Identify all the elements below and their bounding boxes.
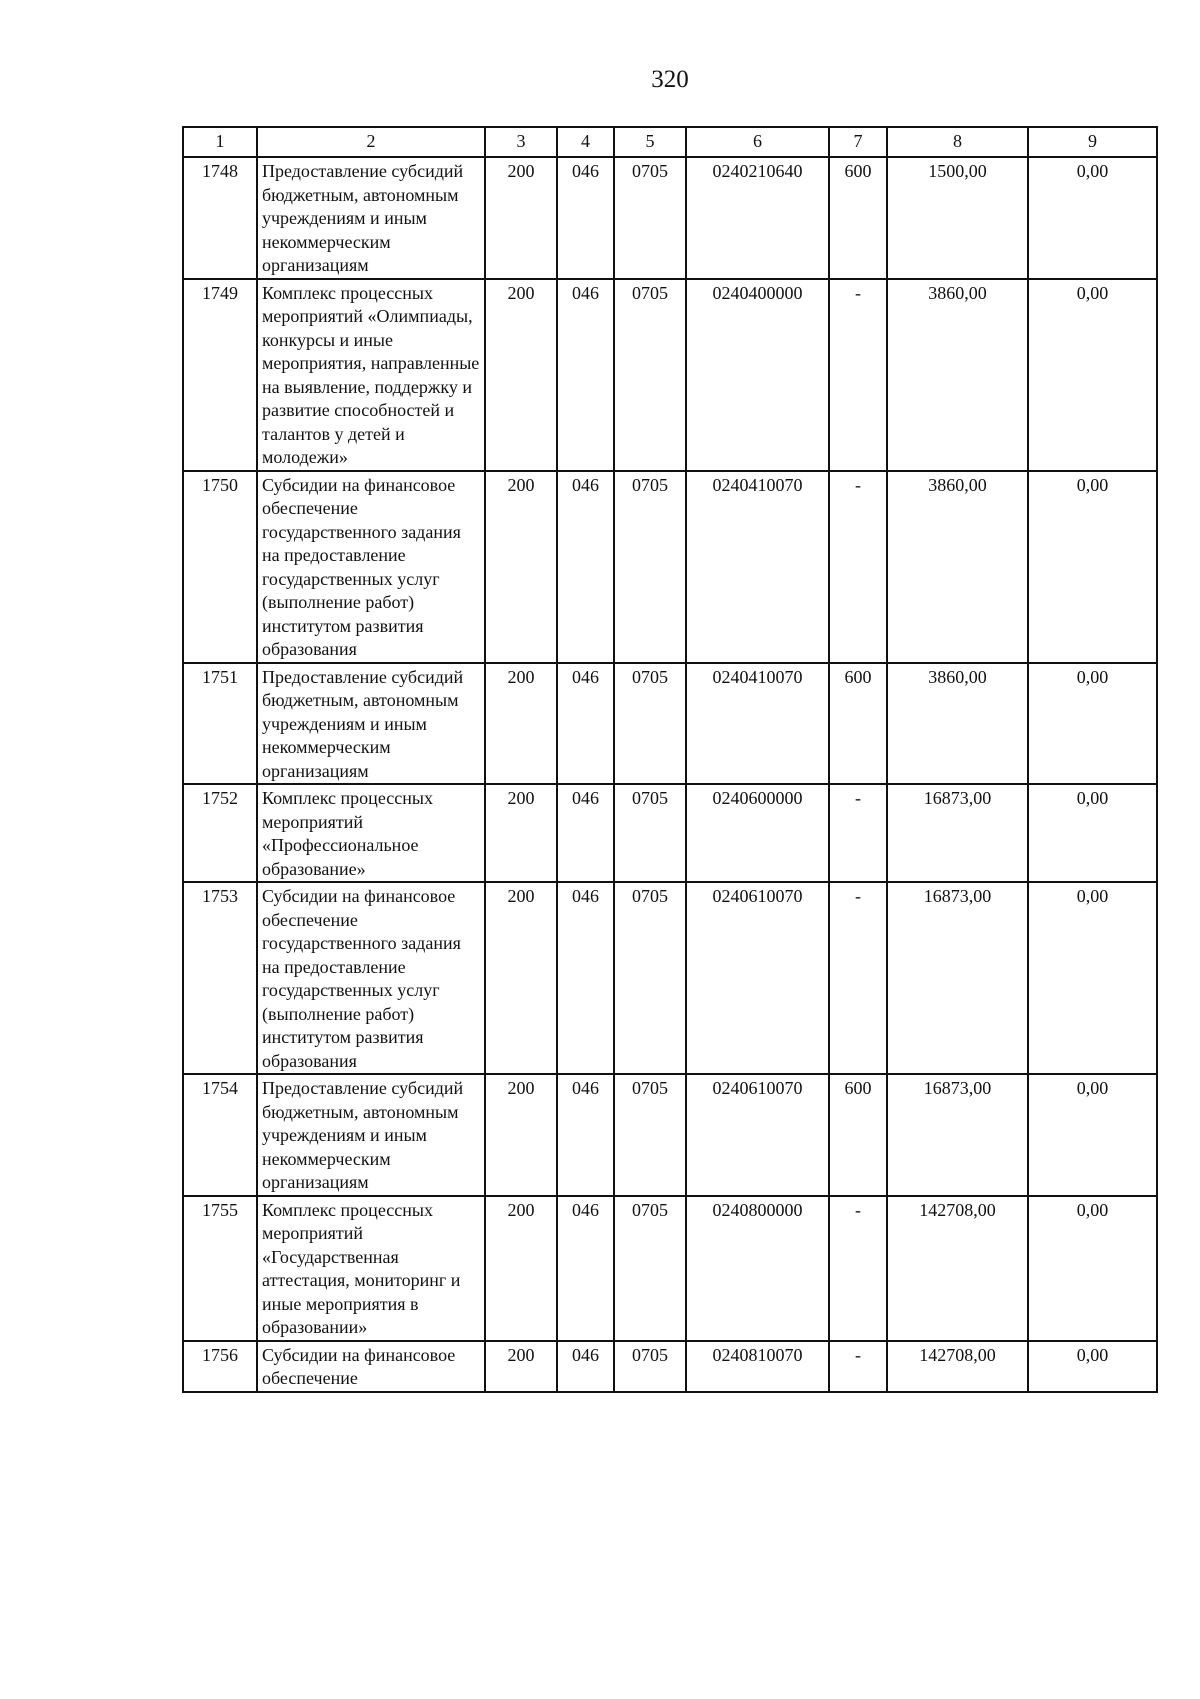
- row-col9: 0,00: [1028, 784, 1157, 882]
- row-col3: 200: [485, 279, 557, 471]
- row-name: Предоставление субсидий бюджетным, автономным учреждениям и иным некоммерческим организациям: [257, 1074, 485, 1196]
- row-number: 1752: [183, 784, 257, 882]
- row-name: Комплекс процессных мероприятий «Олимпиады, конкурсы и иные мероприятия, направленные на выявление, поддержку и развитие способностей и талантов у детей и молодежи»: [257, 279, 485, 471]
- row-col5: 0705: [614, 882, 686, 1074]
- header-cell-8: 8: [887, 127, 1028, 157]
- row-col3: 200: [485, 663, 557, 785]
- header-cell-7: 7: [829, 127, 887, 157]
- row-col5: 0705: [614, 471, 686, 663]
- row-col5: 0705: [614, 784, 686, 882]
- row-col3: 200: [485, 1074, 557, 1196]
- row-name: Комплекс процессных мероприятий «Профессиональное образование»: [257, 784, 485, 882]
- row-col3: 200: [485, 471, 557, 663]
- row-col5: 0705: [614, 663, 686, 785]
- header-cell-5: 5: [614, 127, 686, 157]
- row-number: 1750: [183, 471, 257, 663]
- table-row: [183, 1196, 1157, 1341]
- row-col9: 0,00: [1028, 157, 1157, 279]
- row-col5: 0705: [614, 1074, 686, 1196]
- row-number: 1753: [183, 882, 257, 1074]
- row-col8: 142708,00: [887, 1196, 1028, 1341]
- row-col9: 0,00: [1028, 471, 1157, 663]
- header-row: [183, 127, 1157, 157]
- row-col4: 046: [557, 1074, 614, 1196]
- row-col7: -: [829, 1196, 887, 1341]
- header-cell-1: 1: [183, 127, 257, 157]
- row-col3: 200: [485, 1196, 557, 1341]
- row-col4: 046: [557, 1196, 614, 1341]
- row-col8: 3860,00: [887, 663, 1028, 785]
- budget-table: [182, 126, 1158, 1393]
- table-row: [183, 784, 1157, 882]
- row-col5: 0705: [614, 1196, 686, 1341]
- row-col3: 200: [485, 784, 557, 882]
- row-col7: -: [829, 1341, 887, 1392]
- row-name: Субсидии на финансовое обеспечение государственного задания на предоставление государственных услуг (выполнение работ) институтом развития образования: [257, 471, 485, 663]
- table-row: [183, 663, 1157, 785]
- row-col6: 0240400000: [686, 279, 829, 471]
- row-col8: 142708,00: [887, 1341, 1028, 1392]
- header-cell-6: 6: [686, 127, 829, 157]
- row-col7: 600: [829, 663, 887, 785]
- table-row: [183, 1341, 1157, 1392]
- row-col9: 0,00: [1028, 663, 1157, 785]
- row-col7: 600: [829, 157, 887, 279]
- row-col9: 0,00: [1028, 1074, 1157, 1196]
- header-cell-9: 9: [1028, 127, 1157, 157]
- row-col7: -: [829, 882, 887, 1074]
- row-col9: 0,00: [1028, 882, 1157, 1074]
- row-col6: 0240410070: [686, 663, 829, 785]
- row-col6: 0240210640: [686, 157, 829, 279]
- row-name: Субсидии на финансовое обеспечение: [257, 1341, 485, 1392]
- table-row: [183, 1074, 1157, 1196]
- header-cell-2: 2: [257, 127, 485, 157]
- row-col4: 046: [557, 471, 614, 663]
- row-col5: 0705: [614, 157, 686, 279]
- row-col8: 16873,00: [887, 882, 1028, 1074]
- row-col8: 16873,00: [887, 784, 1028, 882]
- row-col4: 046: [557, 1341, 614, 1392]
- row-col9: 0,00: [1028, 1341, 1157, 1392]
- row-col5: 0705: [614, 279, 686, 471]
- row-col4: 046: [557, 784, 614, 882]
- row-col3: 200: [485, 1341, 557, 1392]
- row-col6: 0240600000: [686, 784, 829, 882]
- row-col6: 0240610070: [686, 882, 829, 1074]
- row-col7: 600: [829, 1074, 887, 1196]
- row-number: 1756: [183, 1341, 257, 1392]
- row-col4: 046: [557, 157, 614, 279]
- row-col6: 0240410070: [686, 471, 829, 663]
- row-col8: 3860,00: [887, 471, 1028, 663]
- row-number: 1751: [183, 663, 257, 785]
- row-col9: 0,00: [1028, 1196, 1157, 1341]
- row-col3: 200: [485, 882, 557, 1074]
- row-name: Субсидии на финансовое обеспечение государственного задания на предоставление государственных услуг (выполнение работ) институтом развития образования: [257, 882, 485, 1074]
- row-col3: 200: [485, 157, 557, 279]
- table-row: [183, 279, 1157, 471]
- row-col4: 046: [557, 882, 614, 1074]
- row-name: Предоставление субсидий бюджетным, автономным учреждениям и иным некоммерческим организациям: [257, 663, 485, 785]
- row-col7: -: [829, 279, 887, 471]
- row-col8: 16873,00: [887, 1074, 1028, 1196]
- row-col4: 046: [557, 663, 614, 785]
- row-number: 1754: [183, 1074, 257, 1196]
- row-number: 1749: [183, 279, 257, 471]
- row-col9: 0,00: [1028, 279, 1157, 471]
- row-col5: 0705: [614, 1341, 686, 1392]
- row-col6: 0240800000: [686, 1196, 829, 1341]
- row-col6: 0240810070: [686, 1341, 829, 1392]
- row-col7: -: [829, 784, 887, 882]
- row-name: Комплекс процессных мероприятий «Государственная аттестация, мониторинг и иные мероприятия в образовании»: [257, 1196, 485, 1341]
- row-col8: 1500,00: [887, 157, 1028, 279]
- page-number: 320: [651, 66, 689, 93]
- row-col8: 3860,00: [887, 279, 1028, 471]
- table-row: [183, 157, 1157, 279]
- row-number: 1748: [183, 157, 257, 279]
- table-row: [183, 882, 1157, 1074]
- row-name: Предоставление субсидий бюджетным, автономным учреждениям и иным некоммерческим организациям: [257, 157, 485, 279]
- header-cell-4: 4: [557, 127, 614, 157]
- table-row: [183, 471, 1157, 663]
- row-number: 1755: [183, 1196, 257, 1341]
- row-col6: 0240610070: [686, 1074, 829, 1196]
- row-col4: 046: [557, 279, 614, 471]
- header-cell-3: 3: [485, 127, 557, 157]
- row-col7: -: [829, 471, 887, 663]
